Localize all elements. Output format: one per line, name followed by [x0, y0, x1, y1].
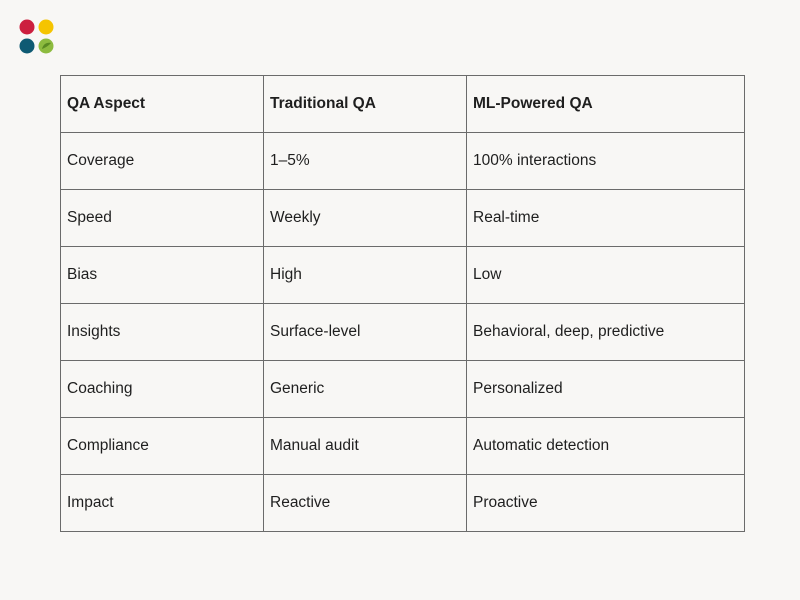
- table-row: [61, 475, 745, 532]
- traditional-cell: Reactive: [264, 475, 467, 532]
- aspect-cell: Bias: [61, 247, 264, 304]
- aspect-cell: Insights: [61, 304, 264, 361]
- ml-powered-cell: Personalized: [467, 361, 745, 418]
- aspect-cell: Impact: [61, 475, 264, 532]
- aspect-cell: Coverage: [61, 133, 264, 190]
- table-row: [61, 304, 745, 361]
- logo-dot-red: [20, 20, 35, 35]
- aspect-cell: Coaching: [61, 361, 264, 418]
- table-row: [61, 247, 745, 304]
- ml-powered-cell: 100% interactions: [467, 133, 745, 190]
- table-row: [61, 418, 745, 475]
- header-traditional-qa: Traditional QA: [264, 76, 467, 133]
- ml-powered-cell: Proactive: [467, 475, 745, 532]
- ml-powered-cell: Low: [467, 247, 745, 304]
- table-row: [61, 190, 745, 247]
- traditional-cell: Manual audit: [264, 418, 467, 475]
- header-qa-aspect: QA Aspect: [61, 76, 264, 133]
- aspect-cell: Compliance: [61, 418, 264, 475]
- header-ml-powered-qa: ML-Powered QA: [467, 76, 745, 133]
- qa-comparison-table: [60, 75, 745, 532]
- four-dot-logo-icon: [19, 19, 55, 55]
- table-row: [61, 133, 745, 190]
- traditional-cell: Surface-level: [264, 304, 467, 361]
- logo-dot-teal: [20, 39, 35, 54]
- aspect-cell: Speed: [61, 190, 264, 247]
- traditional-cell: Weekly: [264, 190, 467, 247]
- traditional-cell: 1–5%: [264, 133, 467, 190]
- ml-powered-cell: Automatic detection: [467, 418, 745, 475]
- ml-powered-cell: Real-time: [467, 190, 745, 247]
- table-row: [61, 361, 745, 418]
- brand-logo: [19, 19, 55, 55]
- logo-dot-yellow: [39, 20, 54, 35]
- traditional-cell: High: [264, 247, 467, 304]
- ml-powered-cell: Behavioral, deep, predictive: [467, 304, 745, 361]
- table-header-row: [61, 76, 745, 133]
- traditional-cell: Generic: [264, 361, 467, 418]
